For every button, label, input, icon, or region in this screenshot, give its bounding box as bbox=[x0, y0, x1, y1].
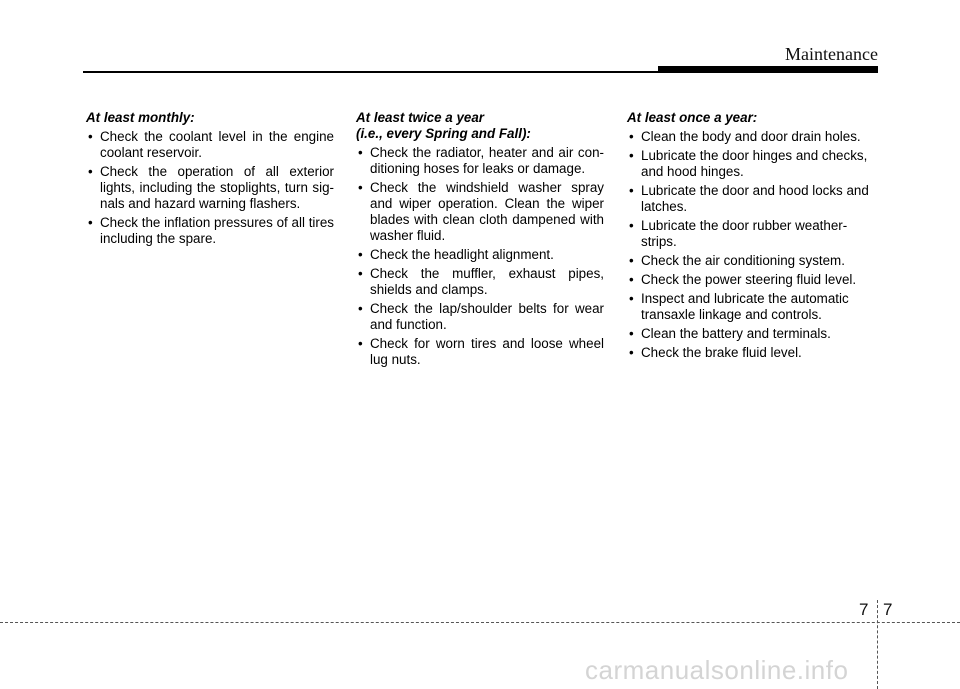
list-item: • Check the power steering fluid level. bbox=[627, 272, 878, 288]
list-item: • Check for worn tires and loose wheel lug nuts. bbox=[356, 336, 604, 368]
column-heading-line: At least twice a year bbox=[356, 110, 485, 125]
checklist bbox=[356, 145, 604, 368]
list-item: • Check the muffler, exhaust pipes, shields and clamps. bbox=[356, 266, 604, 298]
list-item: • Check the radiator, heater and air con-ditioning hoses for leaks or damage. bbox=[356, 145, 604, 177]
column-heading-line: (i.e., every Spring and Fall): bbox=[356, 126, 531, 141]
list-item: • Clean the battery and terminals. bbox=[627, 326, 878, 342]
list-item: • Clean the body and door drain holes. bbox=[627, 129, 878, 145]
list-item: • Check the air conditioning system. bbox=[627, 253, 878, 269]
column-once-a-year bbox=[627, 110, 878, 364]
list-item: • Check the lap/shoulder belts for wear and function. bbox=[356, 301, 604, 333]
list-item: • Check the operation of all exterior lights, including the stoplights, turn sig-nals and hazard warning flashers. bbox=[86, 164, 334, 212]
section-title: Maintenance bbox=[785, 44, 878, 64]
footer-page-divider bbox=[877, 600, 878, 689]
chapter-number: 7 bbox=[859, 600, 869, 619]
column-heading: At least monthly: bbox=[86, 110, 195, 125]
checklist bbox=[627, 129, 878, 361]
footer-divider bbox=[0, 622, 960, 623]
list-item: • Check the brake fluid level. bbox=[627, 345, 878, 361]
page-number: 7 bbox=[883, 600, 893, 619]
list-item: • Lubricate the door hinges and checks, and hood hinges. bbox=[627, 148, 878, 180]
list-item: • Check the headlight alignment. bbox=[356, 247, 604, 263]
list-item: • Check the coolant level in the engine coolant reservoir. bbox=[86, 129, 334, 161]
header-rule-thick bbox=[658, 66, 878, 73]
list-item: • Check the windshield washer spray and wiper operation. Clean the wiper blades with clean cloth dampened with washer fluid. bbox=[356, 180, 604, 244]
list-item: • Check the inflation pressures of all tires including the spare. bbox=[86, 215, 334, 247]
checklist bbox=[86, 129, 334, 247]
column-twice-a-year bbox=[356, 110, 604, 371]
column-heading bbox=[356, 110, 604, 142]
column-monthly bbox=[86, 110, 334, 250]
watermark-text: carmanualsonline.info bbox=[585, 655, 849, 685]
header-rule-thin bbox=[83, 71, 658, 73]
list-item: • Lubricate the door and hood locks and latches. bbox=[627, 183, 878, 215]
list-item: • Inspect and lubricate the automatic transaxle linkage and controls. bbox=[627, 291, 878, 323]
column-heading: At least once a year: bbox=[627, 110, 758, 125]
list-item: • Lubricate the door rubber weather-strips. bbox=[627, 218, 878, 250]
